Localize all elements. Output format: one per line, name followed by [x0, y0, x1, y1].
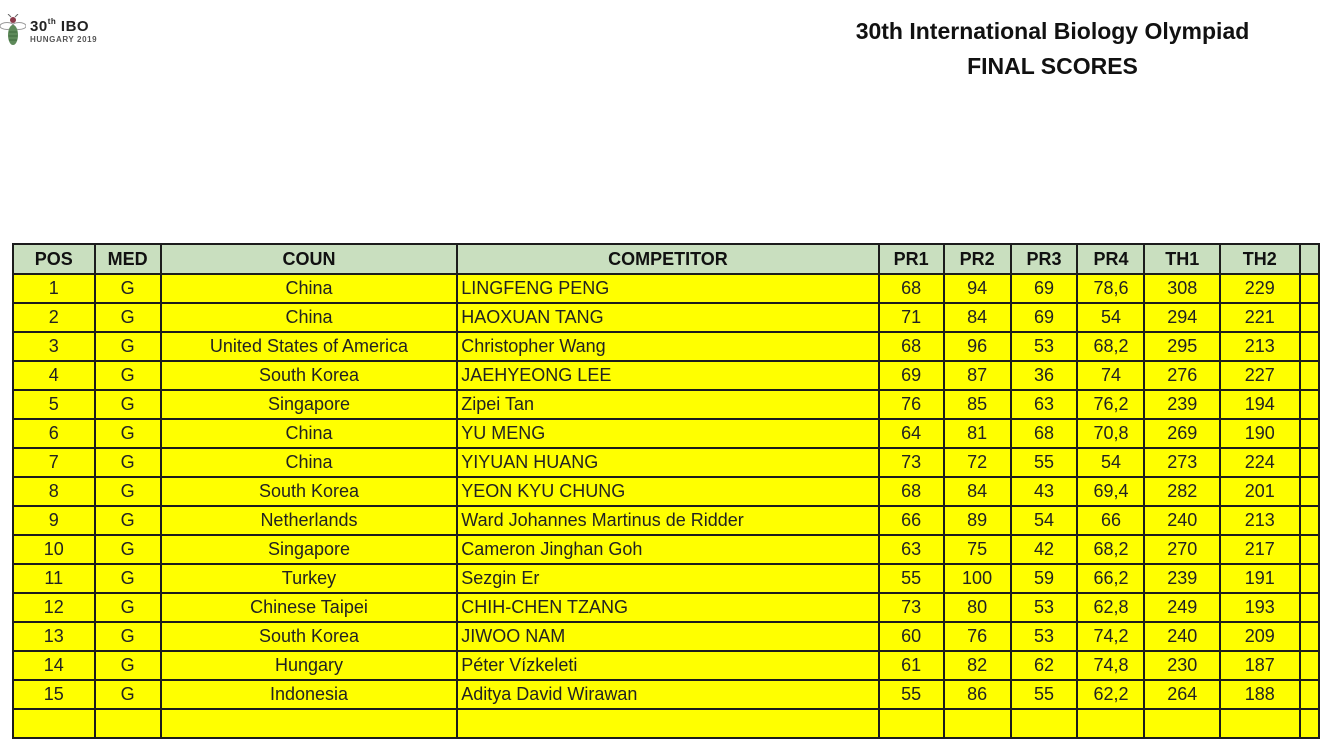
pos-cell: 7 [13, 448, 95, 477]
pr2-cell: 86 [944, 680, 1011, 709]
medal-cell: G [95, 332, 161, 361]
th1-cell: 264 [1144, 680, 1220, 709]
table-row [13, 448, 1319, 477]
cut-off-cell [1300, 303, 1319, 332]
cut-off-cell [1300, 506, 1319, 535]
competitor-cell: CHIH-CHEN TZANG [457, 593, 878, 622]
competitor-cell: Ward Johannes Martinus de Ridder [457, 506, 878, 535]
th1-cell: 240 [1144, 506, 1220, 535]
pr3-cell: 53 [1011, 593, 1078, 622]
empty-cell [457, 709, 878, 738]
pr2-cell: 100 [944, 564, 1011, 593]
th1-cell: 239 [1144, 390, 1220, 419]
country-cell: Singapore [161, 535, 458, 564]
table-row [13, 535, 1319, 564]
competitor-cell: JAEHYEONG LEE [457, 361, 878, 390]
cut-off-cell [1300, 535, 1319, 564]
th1-cell: 294 [1144, 303, 1220, 332]
th2-cell: 217 [1220, 535, 1299, 564]
th2-cell: 209 [1220, 622, 1299, 651]
pos-cell: 10 [13, 535, 95, 564]
th2-cell: 201 [1220, 477, 1299, 506]
table-row [13, 564, 1319, 593]
pr3-cell: 69 [1011, 274, 1078, 303]
column-header-pr3: PR3 [1011, 244, 1078, 274]
column-header-pr2: PR2 [944, 244, 1011, 274]
pr1-cell: 61 [879, 651, 944, 680]
pos-cell: 12 [13, 593, 95, 622]
th2-cell: 224 [1220, 448, 1299, 477]
empty-cell [1011, 709, 1078, 738]
cut-off-cell [1300, 274, 1319, 303]
column-header-country: COUN [161, 244, 458, 274]
pr3-cell: 53 [1011, 622, 1078, 651]
empty-cell [1144, 709, 1220, 738]
competitor-cell: Aditya David Wirawan [457, 680, 878, 709]
table-row [13, 274, 1319, 303]
medal-cell: G [95, 477, 161, 506]
column-header-pr4: PR4 [1077, 244, 1144, 274]
country-cell: South Korea [161, 622, 458, 651]
pr3-cell: 62 [1011, 651, 1078, 680]
pr1-cell: 73 [879, 448, 944, 477]
pr2-cell: 84 [944, 477, 1011, 506]
th1-cell: 249 [1144, 593, 1220, 622]
pos-cell: 11 [13, 564, 95, 593]
pr2-cell: 80 [944, 593, 1011, 622]
pr2-cell: 84 [944, 303, 1011, 332]
pr3-cell: 68 [1011, 419, 1078, 448]
column-header-th2: TH2 [1220, 244, 1299, 274]
document-title: 30th International Biology Olympiad [855, 18, 1250, 44]
pr1-cell: 60 [879, 622, 944, 651]
pos-cell: 1 [13, 274, 95, 303]
table-row [13, 332, 1319, 361]
ibo-logo [0, 14, 97, 48]
pr4-cell: 54 [1077, 448, 1144, 477]
table-row [13, 622, 1319, 651]
country-cell: China [161, 448, 458, 477]
th1-cell: 270 [1144, 535, 1220, 564]
competitor-cell: Zipei Tan [457, 390, 878, 419]
pr1-cell: 68 [879, 274, 944, 303]
th2-cell: 221 [1220, 303, 1299, 332]
empty-cell [879, 709, 944, 738]
medal-cell: G [95, 564, 161, 593]
pos-cell: 6 [13, 419, 95, 448]
empty-cell [95, 709, 161, 738]
country-cell: Hungary [161, 651, 458, 680]
competitor-cell: Péter Vízkeleti [457, 651, 878, 680]
pr4-cell: 66 [1077, 506, 1144, 535]
medal-cell: G [95, 535, 161, 564]
pos-cell: 2 [13, 303, 95, 332]
medal-cell: G [95, 303, 161, 332]
table-row [13, 651, 1319, 680]
th1-cell: 230 [1144, 651, 1220, 680]
pr3-cell: 55 [1011, 680, 1078, 709]
cut-off-cell [1300, 680, 1319, 709]
competitor-cell: YEON KYU CHUNG [457, 477, 878, 506]
pr2-cell: 96 [944, 332, 1011, 361]
medal-cell: G [95, 651, 161, 680]
column-header-med: MED [95, 244, 161, 274]
document-subtitle: FINAL SCORES [967, 53, 1138, 79]
table-row [13, 419, 1319, 448]
country-cell: United States of America [161, 332, 458, 361]
pr1-cell: 69 [879, 361, 944, 390]
empty-cell [944, 709, 1011, 738]
pos-cell: 14 [13, 651, 95, 680]
country-cell: Turkey [161, 564, 458, 593]
pr4-cell: 74 [1077, 361, 1144, 390]
cut-off-cell [1300, 564, 1319, 593]
pr4-cell: 78,6 [1077, 274, 1144, 303]
column-header-competitor: COMPETITOR [457, 244, 878, 274]
pr3-cell: 69 [1011, 303, 1078, 332]
th2-cell: 191 [1220, 564, 1299, 593]
competitor-cell: YIYUAN HUANG [457, 448, 878, 477]
th1-cell: 240 [1144, 622, 1220, 651]
medal-cell: G [95, 390, 161, 419]
cut-off-cell [1300, 477, 1319, 506]
table-row-cut-off [13, 709, 1319, 738]
country-cell: Netherlands [161, 506, 458, 535]
pos-cell: 8 [13, 477, 95, 506]
competitor-cell: HAOXUAN TANG [457, 303, 878, 332]
pr3-cell: 36 [1011, 361, 1078, 390]
pr4-cell: 66,2 [1077, 564, 1144, 593]
th2-cell: 229 [1220, 274, 1299, 303]
pr4-cell: 69,4 [1077, 477, 1144, 506]
pr4-cell: 68,2 [1077, 332, 1144, 361]
competitor-cell: Christopher Wang [457, 332, 878, 361]
th2-cell: 190 [1220, 419, 1299, 448]
table-row [13, 361, 1319, 390]
country-cell: South Korea [161, 361, 458, 390]
table-row [13, 506, 1319, 535]
cut-off-cell [1300, 593, 1319, 622]
pr1-cell: 68 [879, 332, 944, 361]
pr1-cell: 68 [879, 477, 944, 506]
pr3-cell: 54 [1011, 506, 1078, 535]
th2-cell: 194 [1220, 390, 1299, 419]
cut-off-cell [1300, 332, 1319, 361]
cut-off-cell [1300, 622, 1319, 651]
pr3-cell: 42 [1011, 535, 1078, 564]
pr4-cell: 54 [1077, 303, 1144, 332]
th1-cell: 239 [1144, 564, 1220, 593]
table-body [13, 274, 1319, 738]
pr4-cell: 68,2 [1077, 535, 1144, 564]
pr2-cell: 76 [944, 622, 1011, 651]
competitor-cell: JIWOO NAM [457, 622, 878, 651]
column-header-pr1: PR1 [879, 244, 944, 274]
pr1-cell: 76 [879, 390, 944, 419]
th1-cell: 269 [1144, 419, 1220, 448]
pr1-cell: 64 [879, 419, 944, 448]
pr1-cell: 63 [879, 535, 944, 564]
country-cell: China [161, 303, 458, 332]
bee-icon [0, 14, 26, 48]
th1-cell: 273 [1144, 448, 1220, 477]
country-cell: China [161, 419, 458, 448]
country-cell: South Korea [161, 477, 458, 506]
th1-cell: 282 [1144, 477, 1220, 506]
pr2-cell: 81 [944, 419, 1011, 448]
medal-cell: G [95, 593, 161, 622]
pr2-cell: 89 [944, 506, 1011, 535]
medal-cell: G [95, 622, 161, 651]
medal-cell: G [95, 419, 161, 448]
cut-off-cell [1300, 448, 1319, 477]
country-cell: Singapore [161, 390, 458, 419]
pr2-cell: 72 [944, 448, 1011, 477]
pr1-cell: 71 [879, 303, 944, 332]
pos-cell: 5 [13, 390, 95, 419]
empty-cell [1300, 709, 1319, 738]
table-row [13, 593, 1319, 622]
pr3-cell: 63 [1011, 390, 1078, 419]
cut-off-cell [1300, 361, 1319, 390]
cut-off-cell [1300, 419, 1319, 448]
th1-cell: 295 [1144, 332, 1220, 361]
competitor-cell: LINGFENG PENG [457, 274, 878, 303]
empty-cell [1077, 709, 1144, 738]
column-header-cut-off [1300, 244, 1319, 274]
pr3-cell: 59 [1011, 564, 1078, 593]
pos-cell: 9 [13, 506, 95, 535]
table-header-row [13, 244, 1319, 274]
th1-cell: 276 [1144, 361, 1220, 390]
competitor-cell: YU MENG [457, 419, 878, 448]
pr4-cell: 74,2 [1077, 622, 1144, 651]
country-cell: Indonesia [161, 680, 458, 709]
pr2-cell: 75 [944, 535, 1011, 564]
pr3-cell: 43 [1011, 477, 1078, 506]
pr4-cell: 70,8 [1077, 419, 1144, 448]
pos-cell: 15 [13, 680, 95, 709]
table-row [13, 477, 1319, 506]
medal-cell: G [95, 274, 161, 303]
th2-cell: 187 [1220, 651, 1299, 680]
pr2-cell: 82 [944, 651, 1011, 680]
pr1-cell: 73 [879, 593, 944, 622]
medal-cell: G [95, 361, 161, 390]
th2-cell: 188 [1220, 680, 1299, 709]
th2-cell: 213 [1220, 332, 1299, 361]
pos-cell: 13 [13, 622, 95, 651]
th2-cell: 227 [1220, 361, 1299, 390]
country-cell: Chinese Taipei [161, 593, 458, 622]
pr2-cell: 94 [944, 274, 1011, 303]
column-header-pos: POS [13, 244, 95, 274]
column-header-th1: TH1 [1144, 244, 1220, 274]
competitor-cell: Sezgin Er [457, 564, 878, 593]
logo-subtitle: HUNGARY 2019 [30, 34, 98, 44]
pr1-cell: 55 [879, 564, 944, 593]
pr3-cell: 53 [1011, 332, 1078, 361]
medal-cell: G [95, 680, 161, 709]
empty-cell [13, 709, 95, 738]
pr2-cell: 87 [944, 361, 1011, 390]
country-cell: China [161, 274, 458, 303]
pr4-cell: 62,8 [1077, 593, 1144, 622]
pr1-cell: 55 [879, 680, 944, 709]
table-row [13, 680, 1319, 709]
document-title-block [840, 16, 1265, 81]
pr4-cell: 76,2 [1077, 390, 1144, 419]
competitor-cell: Cameron Jinghan Goh [457, 535, 878, 564]
final-scores-table [12, 243, 1320, 739]
medal-cell: G [95, 506, 161, 535]
table-row [13, 303, 1319, 332]
pr3-cell: 55 [1011, 448, 1078, 477]
th2-cell: 193 [1220, 593, 1299, 622]
pr4-cell: 62,2 [1077, 680, 1144, 709]
pr2-cell: 85 [944, 390, 1011, 419]
empty-cell [161, 709, 458, 738]
pr4-cell: 74,8 [1077, 651, 1144, 680]
empty-cell [1220, 709, 1299, 738]
th2-cell: 213 [1220, 506, 1299, 535]
pos-cell: 4 [13, 361, 95, 390]
th1-cell: 308 [1144, 274, 1220, 303]
table-row [13, 390, 1319, 419]
cut-off-cell [1300, 651, 1319, 680]
cut-off-cell [1300, 390, 1319, 419]
medal-cell: G [95, 448, 161, 477]
pr1-cell: 66 [879, 506, 944, 535]
pos-cell: 3 [13, 332, 95, 361]
logo-title: 30th IBO [30, 16, 90, 35]
